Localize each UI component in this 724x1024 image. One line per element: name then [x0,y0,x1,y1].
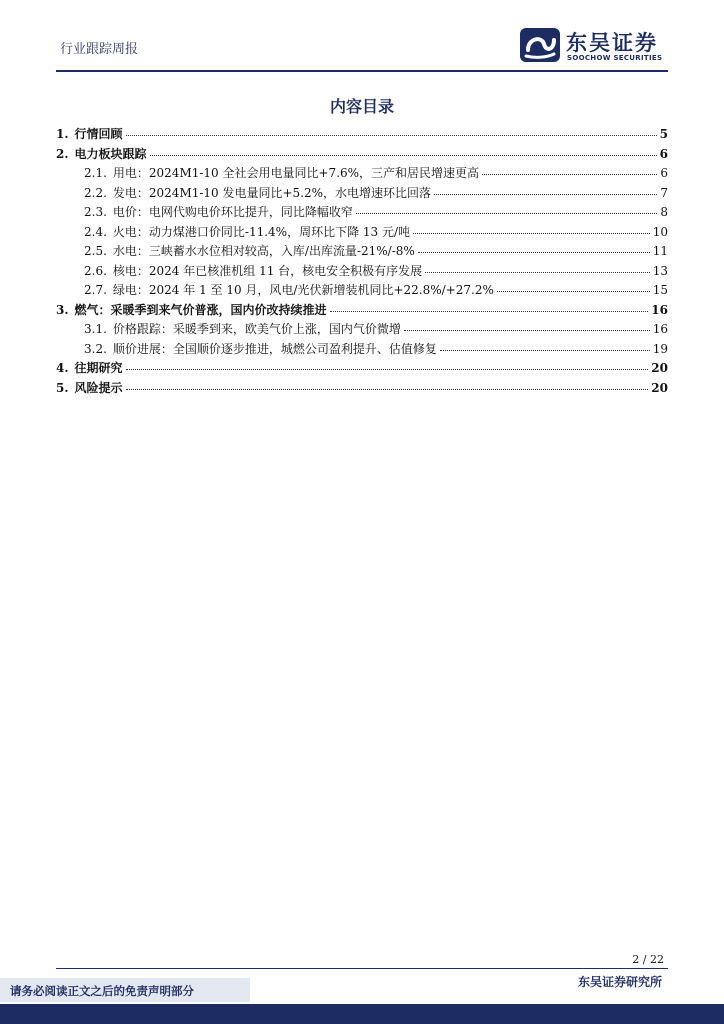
toc-entry-title: 顺价进展：全国顺价逐步推进，城燃公司盈利提升、估值修复 [112,341,437,356]
disclaimer-text: 请务必阅读正文之后的免责声明部分 [10,984,194,998]
toc-entry-page: 7 [660,185,668,200]
toc-entry[interactable] [56,281,668,301]
toc-dot-leader [413,233,650,234]
toc-entry-number: 5. [56,380,69,395]
company-logo [520,26,680,66]
toc-entry-number: 2.2. [84,185,107,200]
toc-entry[interactable] [56,223,668,243]
soochow-logo-icon [520,28,560,62]
toc-entry-page: 16 [652,322,668,336]
toc-entry-title: 电力板块跟踪 [74,146,147,161]
toc-entry-number: 3.1. [84,322,107,336]
toc-dot-leader [418,252,650,253]
toc-entry-title: 用电：2024M1-10 全社会用电量同比+7.6%，三产和居民增速更高 [112,166,480,180]
toc-dot-leader [126,135,657,136]
toc-entry-page: 19 [652,341,668,356]
toc-dot-leader [482,174,657,175]
toc-entry-number: 2.7. [84,283,107,297]
toc-entry-page: 8 [660,205,668,219]
toc-entry[interactable] [56,164,668,184]
footer-divider [56,968,668,969]
toc-entry-number: 1. [56,127,69,141]
toc-dot-leader [440,350,650,351]
toc-entry-page: 16 [651,302,668,317]
toc-entry-title: 燃气：采暖季到来气价普涨，国内价改持续推进 [74,302,327,317]
toc-entry[interactable] [56,203,668,223]
toc-entry-title: 价格跟踪：采暖季到来，欧美气价上涨，国内气价微增 [112,322,401,336]
toc-entry-title: 火电：动力煤港口价同比-11.4%，周环比下降 13 元/吨 [112,224,411,239]
toc-dot-leader [126,389,649,390]
toc-entry-page: 13 [652,263,668,278]
toc-entry[interactable] [56,320,668,340]
table-of-contents [56,125,668,398]
toc-entry[interactable] [56,379,668,399]
toc-dot-leader [497,291,650,292]
toc-entry-number: 2.6. [84,263,107,278]
toc-entry-number: 2.3. [84,205,107,219]
toc-dot-leader [356,213,657,214]
toc-dot-leader [404,330,650,331]
toc-dot-leader [330,311,649,312]
toc-entry-title: 绿电：2024 年 1 至 10 月，风电/光伏新增装机同比+22.8%/+27.2% [112,283,494,297]
toc-entry-title: 行情回顾 [74,127,123,141]
toc-entry-page: 10 [652,224,668,239]
toc-entry-page: 20 [651,361,668,375]
report-type-label: 行业跟踪周报 [60,42,139,57]
toc-entry[interactable] [56,340,668,360]
toc-entry-number: 3.2. [84,341,107,356]
bottom-band [0,1004,724,1024]
toc-entry-title: 发电：2024M1-10 发电量同比+5.2%，水电增速环比回落 [112,185,432,200]
toc-entry-page: 15 [652,283,668,297]
toc-dot-leader [434,194,657,195]
logo-chinese-name: 东吴证券 [566,31,658,55]
toc-entry-title: 风险提示 [74,380,123,395]
toc-entry-number: 2.5. [84,244,107,258]
toc-entry[interactable] [56,242,668,262]
toc-entry-page: 6 [659,146,668,161]
toc-entry-number: 3. [56,302,69,317]
toc-entry-number: 2.4. [84,224,107,239]
toc-entry[interactable] [56,359,668,379]
toc-entry-page: 5 [659,127,668,141]
toc-entry-page: 11 [652,244,668,258]
toc-title: 内容目录 [329,97,394,116]
toc-dot-leader [425,272,650,273]
toc-entry-title: 往期研究 [74,361,123,375]
header-divider [56,70,668,72]
toc-dot-leader [126,369,649,370]
toc-entry-number: 4. [56,361,69,375]
disclaimer-bar [0,978,250,1002]
toc-entry[interactable] [56,125,668,145]
toc-entry-number: 2.1. [84,166,107,180]
toc-entry[interactable] [56,184,668,204]
toc-dot-leader [150,155,657,156]
toc-entry-title: 水电：三峡蓄水水位相对较高，入库/出库流量-21%/-8% [112,244,415,258]
toc-entry-title: 核电：2024 年已核准机组 11 台，核电安全积极有序发展 [112,263,423,278]
toc-entry-number: 2. [56,146,69,161]
toc-entry-page: 6 [660,166,668,180]
toc-entry[interactable] [56,145,668,165]
toc-entry[interactable] [56,262,668,282]
toc-entry[interactable] [56,301,668,321]
toc-entry-page: 20 [651,380,668,395]
page-number: 2 / 22 [632,953,664,966]
logo-english-name: SOOCHOW SECURITIES [567,54,663,62]
toc-entry-title: 电价：电网代购电价环比提升，同比降幅收窄 [112,205,353,219]
research-institute-label: 东吴证券研究所 [577,975,662,989]
